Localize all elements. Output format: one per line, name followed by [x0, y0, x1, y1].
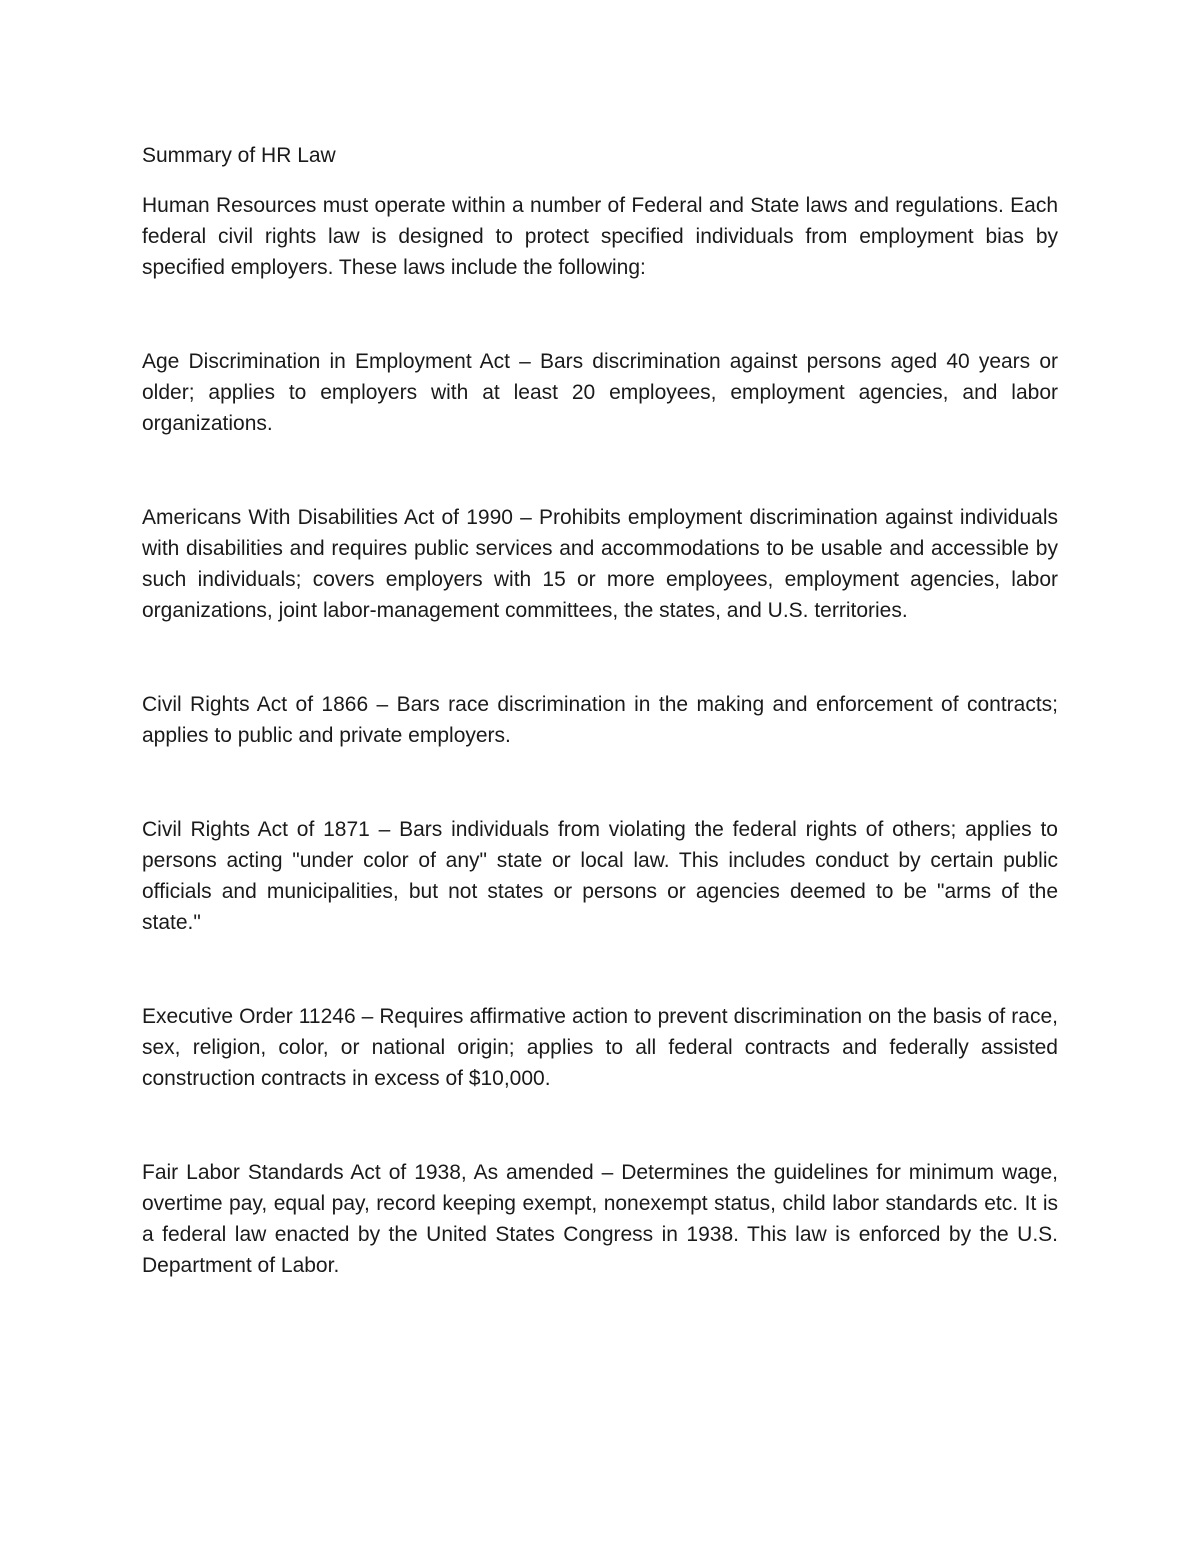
document-title: Summary of HR Law [142, 144, 336, 167]
law-paragraph-ada: Americans With Disabilities Act of 1990 – Prohibits employment discrimination against individuals with disabilities and requires public services and accommodations to be usable and accessible by such individuals; covers employers with 15 or more employees, employment agencies, labor organizations, joint labor-management committees, the states, and U.S. territories. [142, 506, 1058, 622]
law-paragraph-civil-rights-1866: Civil Rights Act of 1866 – Bars race discrimination in the making and enforcement of contracts; applies to public and private employers. [142, 693, 1058, 747]
law-paragraph-executive-order: Executive Order 11246 – Requires affirmative action to prevent discrimination on the basis of race, sex, religion, color, or national origin; applies to all federal contracts and federally assisted construction contracts in excess of $10,000. [142, 1005, 1058, 1090]
law-paragraph-age-discrimination: Age Discrimination in Employment Act – Bars discrimination against persons aged 40 years or older; applies to employers with at least 20 employees, employment agencies, and labor organizations. [142, 350, 1058, 435]
intro-paragraph: Human Resources must operate within a number of Federal and State laws and regulations. Each federal civil rights law is designed to protect specified individuals from employment bias by specified employers. These laws include the following: [142, 194, 1058, 279]
law-paragraph-civil-rights-1871: Civil Rights Act of 1871 – Bars individuals from violating the federal rights of others; applies to persons acting "under color of any" state or local law. This includes conduct by certain public officials and municipalities, but not states or persons or agencies deemed to be "arms of the state." [142, 818, 1058, 934]
law-paragraph-flsa: Fair Labor Standards Act of 1938, As amended – Determines the guidelines for minimum wage, overtime pay, equal pay, record keeping exempt, nonexempt status, child labor standards etc. It is a federal law enacted by the United States Congress in 1938. This law is enforced by the U.S. Department of Labor. [142, 1161, 1058, 1277]
document-body [142, 140, 1058, 1344]
